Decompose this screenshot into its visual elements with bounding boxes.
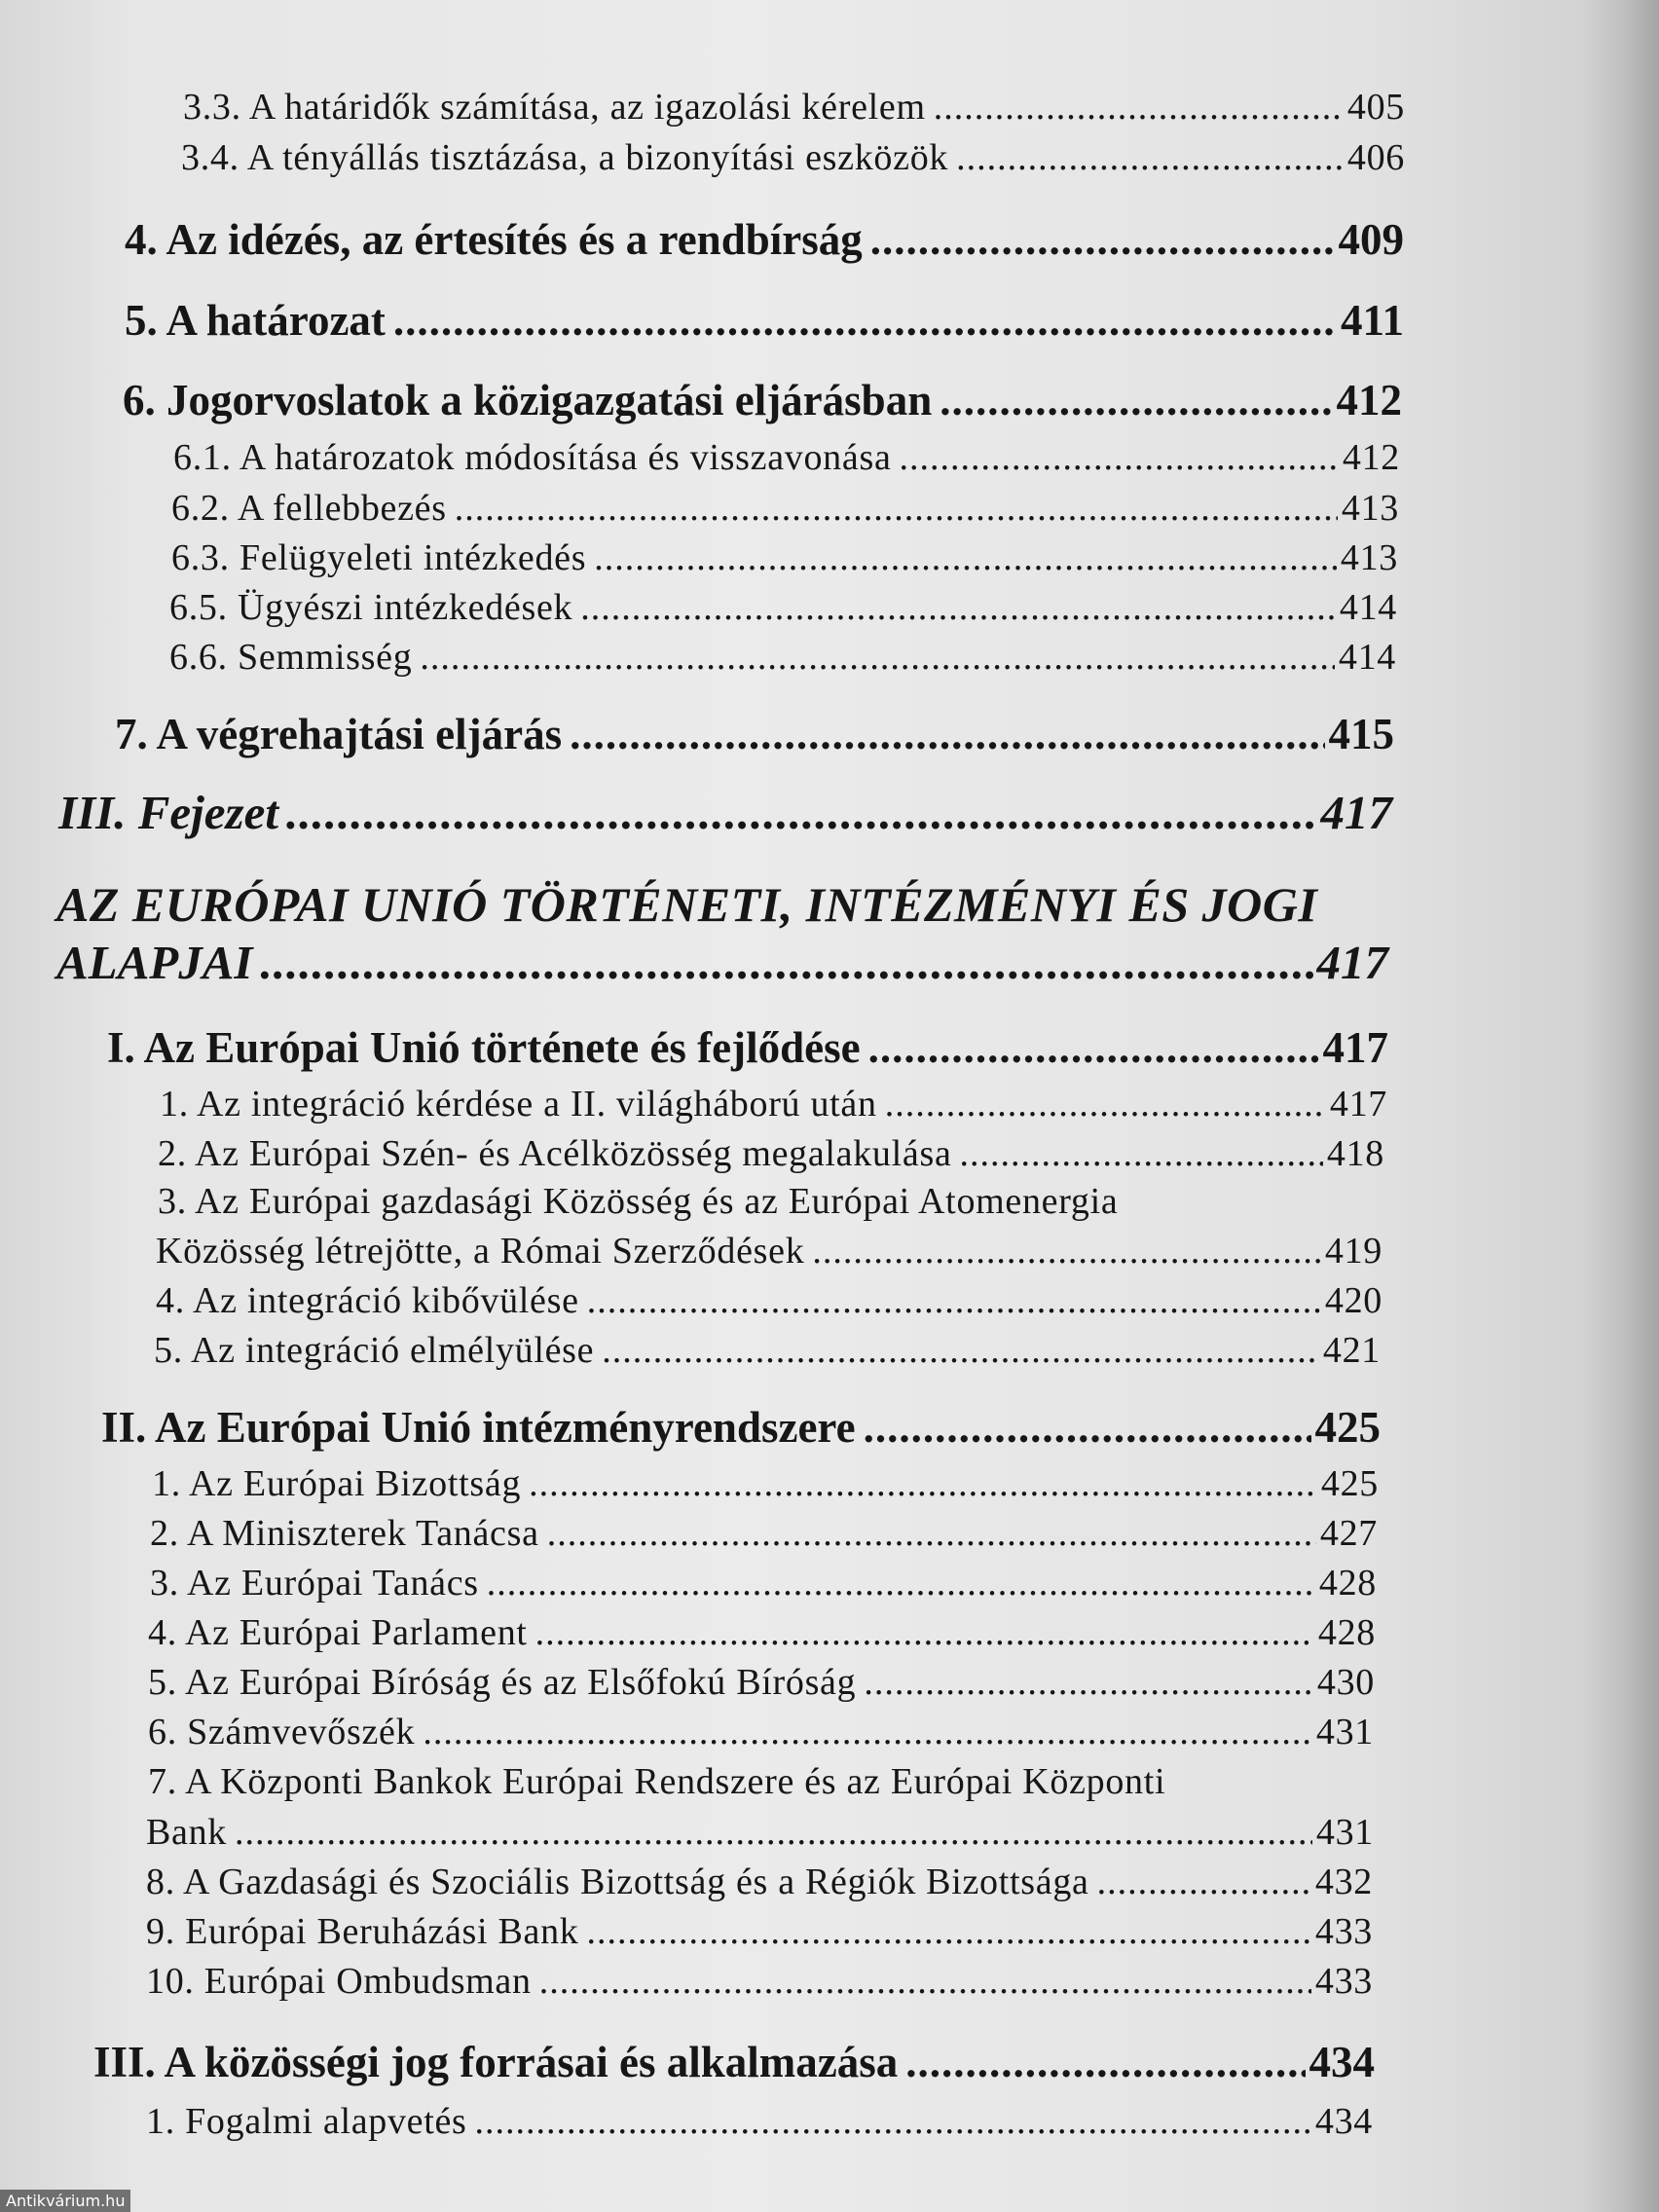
dot-leader xyxy=(393,295,1337,346)
dot-leader xyxy=(960,1132,1323,1175)
dot-leader xyxy=(900,436,1339,479)
dot-leader xyxy=(602,1329,1319,1372)
toc-entry-2-10 xyxy=(146,1960,1373,2003)
toc-entry-2-7-line1: 7. A Központi Bankok Európai Rendszere és az Európai Központi xyxy=(148,1761,1166,1802)
toc-entry-title: 1. Az integráció kérdése a II. világháború után xyxy=(160,1084,877,1124)
toc-page-number: 421 xyxy=(1322,1330,1381,1371)
toc-entry-2-3 xyxy=(150,1562,1377,1604)
toc-entry-2-8 xyxy=(146,1861,1373,1903)
toc-entry-6-5 xyxy=(169,586,1397,629)
toc-entry-title: 4. Az integráció kibővülése xyxy=(156,1280,579,1321)
toc-page-number: 405 xyxy=(1346,87,1405,128)
toc-entry-title: 5. A határozat xyxy=(125,296,386,345)
toc-entry-6-2 xyxy=(171,487,1399,530)
dot-leader xyxy=(539,1960,1311,2003)
toc-page-number: 432 xyxy=(1314,1862,1373,1902)
toc-entry-title: ALAPJAI xyxy=(56,936,253,989)
toc-page-number: 419 xyxy=(1324,1231,1382,1272)
toc-entry-title: Bank xyxy=(146,1812,228,1853)
watermark: Antikvárium.hu xyxy=(0,2190,130,2212)
dot-leader xyxy=(1097,1861,1311,1903)
dot-leader xyxy=(547,1512,1316,1555)
dot-leader xyxy=(475,2100,1311,2143)
dot-leader xyxy=(956,136,1344,179)
toc-part-2 xyxy=(101,1402,1381,1453)
toc-chapter-title-line1: AZ EURÓPAI UNIÓ TÖRTÉNETI, INTÉZMÉNYI ÉS JOGI xyxy=(56,877,1318,932)
toc-entry-3-3 xyxy=(183,86,1405,129)
toc-entry-title: 3.3. A határidők számítása, az igazolási kérelem xyxy=(183,87,926,128)
toc-page-number: 417 xyxy=(1320,786,1392,839)
toc-entry-title: III. Fejezet xyxy=(58,786,278,839)
toc-entry-title: 6. Jogorvoslatok a közigazgatási eljárásban xyxy=(123,376,933,424)
toc-page-number: 434 xyxy=(1309,2038,1375,2086)
toc-entry-title: 3. Az Európai Tanács xyxy=(150,1563,479,1604)
dot-leader xyxy=(535,1611,1314,1654)
dot-leader xyxy=(587,1910,1311,1953)
toc-page-number: 425 xyxy=(1320,1463,1379,1504)
page-edge-shadow xyxy=(1581,0,1659,2212)
toc-entry-title: 9. Európai Beruházási Bank xyxy=(146,1911,579,1952)
toc-entry-6-3 xyxy=(171,536,1398,579)
dot-leader xyxy=(455,487,1338,530)
toc-entry-title: 6.5. Ügyészi intézkedések xyxy=(169,587,573,628)
dot-leader xyxy=(885,1083,1326,1125)
toc-page-number: 412 xyxy=(1342,437,1400,478)
toc-entry-title: 6.3. Felügyeleti intézkedés xyxy=(171,537,587,578)
toc-entry-title: 8. A Gazdasági és Szociális Bizottság és a Régiók Bizottsága xyxy=(146,1862,1089,1902)
dot-leader xyxy=(594,536,1337,579)
toc-entry-1-2 xyxy=(158,1132,1384,1175)
dot-leader xyxy=(812,1230,1320,1272)
toc-entry-title: 2. Az Európai Szén- és Acélközösség megalakulása xyxy=(158,1133,952,1174)
toc-entry-2-9 xyxy=(146,1910,1373,1953)
toc-entry-1-1 xyxy=(160,1083,1387,1125)
toc-entry-1-5 xyxy=(154,1329,1381,1372)
toc-page-number: 417 xyxy=(1322,1023,1388,1072)
toc-entry-title: Közösség létrejötte, a Római Szerződések xyxy=(156,1231,805,1272)
dot-leader xyxy=(570,709,1324,759)
toc-page-number: 417 xyxy=(1329,1084,1387,1124)
dot-leader xyxy=(864,1402,1311,1453)
toc-chapter-heading xyxy=(58,785,1392,840)
toc-entry-title: 4. Az Európai Parlament xyxy=(148,1612,528,1653)
dot-leader xyxy=(580,586,1336,629)
toc-page-number: 431 xyxy=(1315,1712,1374,1752)
toc-entry-title: 7. A végrehajtási eljárás xyxy=(115,710,563,758)
toc-entry-title: 5. Az integráció elmélyülése xyxy=(154,1330,595,1371)
dot-leader xyxy=(934,86,1344,129)
dot-leader xyxy=(420,636,1334,679)
toc-section-4 xyxy=(125,214,1404,265)
toc-page-number: 417 xyxy=(1316,936,1388,989)
toc-page-number: 413 xyxy=(1340,537,1398,578)
toc-page-number: 414 xyxy=(1338,637,1396,678)
toc-page-number: 414 xyxy=(1339,587,1397,628)
toc-entry-2-6 xyxy=(148,1711,1374,1753)
toc-entry-2-5 xyxy=(148,1661,1375,1704)
dot-leader xyxy=(587,1279,1321,1322)
dot-leader xyxy=(529,1462,1317,1505)
toc-entry-2-4 xyxy=(148,1611,1376,1654)
toc-part-3 xyxy=(93,2037,1375,2087)
toc-page-number: 412 xyxy=(1336,376,1402,424)
toc-entry-title: 6.6. Semmisség xyxy=(169,637,413,678)
dot-leader xyxy=(905,2037,1305,2087)
dot-leader xyxy=(940,375,1332,425)
toc-page-number: 411 xyxy=(1340,296,1404,345)
dot-leader xyxy=(870,214,1335,265)
dot-leader xyxy=(487,1562,1315,1604)
toc-entry-1-4 xyxy=(156,1279,1382,1322)
toc-entry-1-3 xyxy=(156,1230,1382,1272)
toc-entry-title: 1. Az Európai Bizottság xyxy=(152,1463,522,1504)
toc-entry-title: II. Az Európai Unió intézményrendszere xyxy=(101,1403,856,1452)
toc-entry-title: 6.2. A fellebbezés xyxy=(171,488,447,529)
dot-leader xyxy=(286,785,1317,840)
toc-page-number: 427 xyxy=(1319,1513,1378,1554)
toc-entry-title: 6. Számvevőszék xyxy=(148,1712,416,1752)
toc-entry-title: 6.1. A határozatok módosítása és visszavonása xyxy=(173,437,892,478)
dot-leader xyxy=(864,1661,1313,1704)
toc-entry-title: 5. Az Európai Bíróság és az Elsőfokú Bíróság xyxy=(148,1662,857,1703)
dot-leader xyxy=(235,1811,1312,1854)
toc-section-7 xyxy=(115,709,1394,759)
toc-page-number: 433 xyxy=(1314,1961,1373,2002)
toc-page-number: 434 xyxy=(1314,2101,1373,2142)
toc-entry-title: III. A közösségi jog forrásai és alkalmazása xyxy=(93,2038,899,2086)
toc-page-number: 420 xyxy=(1324,1280,1382,1321)
toc-section-5 xyxy=(125,295,1404,346)
toc-page-number: 406 xyxy=(1346,137,1405,178)
toc-page-number: 433 xyxy=(1314,1911,1373,1952)
toc-entry-title: 10. Európai Ombudsman xyxy=(146,1961,532,2002)
toc-page-number: 425 xyxy=(1314,1403,1381,1452)
dot-leader xyxy=(868,1022,1319,1073)
toc-entry-3-4 xyxy=(181,136,1405,179)
toc-entry-6-1 xyxy=(173,436,1400,479)
toc-entry-1-3-line1: 3. Az Európai gazdasági Közösség és az Európai Atomenergia xyxy=(158,1181,1119,1222)
toc-page-number: 409 xyxy=(1338,215,1404,264)
toc-section-6 xyxy=(123,375,1402,425)
toc-page-number: 431 xyxy=(1315,1812,1374,1853)
toc-entry-2-1 xyxy=(152,1462,1379,1505)
toc-page-number: 415 xyxy=(1328,710,1394,758)
toc-entry-title: 3.4. A tényállás tisztázása, a bizonyítási eszközök xyxy=(181,137,949,178)
toc-page-number: 413 xyxy=(1341,488,1399,529)
toc-entry-2-7 xyxy=(146,1811,1374,1854)
toc-page-number: 430 xyxy=(1316,1662,1375,1703)
toc-page-number: 428 xyxy=(1318,1563,1377,1604)
toc-entry-6-6 xyxy=(169,636,1396,679)
toc-page-number: 418 xyxy=(1326,1133,1384,1174)
toc-entry-3-1 xyxy=(146,2100,1373,2143)
dot-leader xyxy=(423,1711,1312,1753)
toc-entry-title: 2. A Miniszterek Tanácsa xyxy=(150,1513,539,1554)
toc-entry-title: 1. Fogalmi alapvetés xyxy=(146,2101,467,2142)
toc-part-1 xyxy=(107,1022,1388,1073)
toc-entry-title: 4. Az idézés, az értesítés és a rendbírság xyxy=(125,215,863,264)
dot-leader xyxy=(260,935,1312,990)
toc-entry-title: I. Az Európai Unió története és fejlődése xyxy=(107,1023,861,1072)
toc-chapter-title xyxy=(56,935,1388,990)
toc-page-number: 428 xyxy=(1317,1612,1376,1653)
toc-entry-2-2 xyxy=(150,1512,1378,1555)
